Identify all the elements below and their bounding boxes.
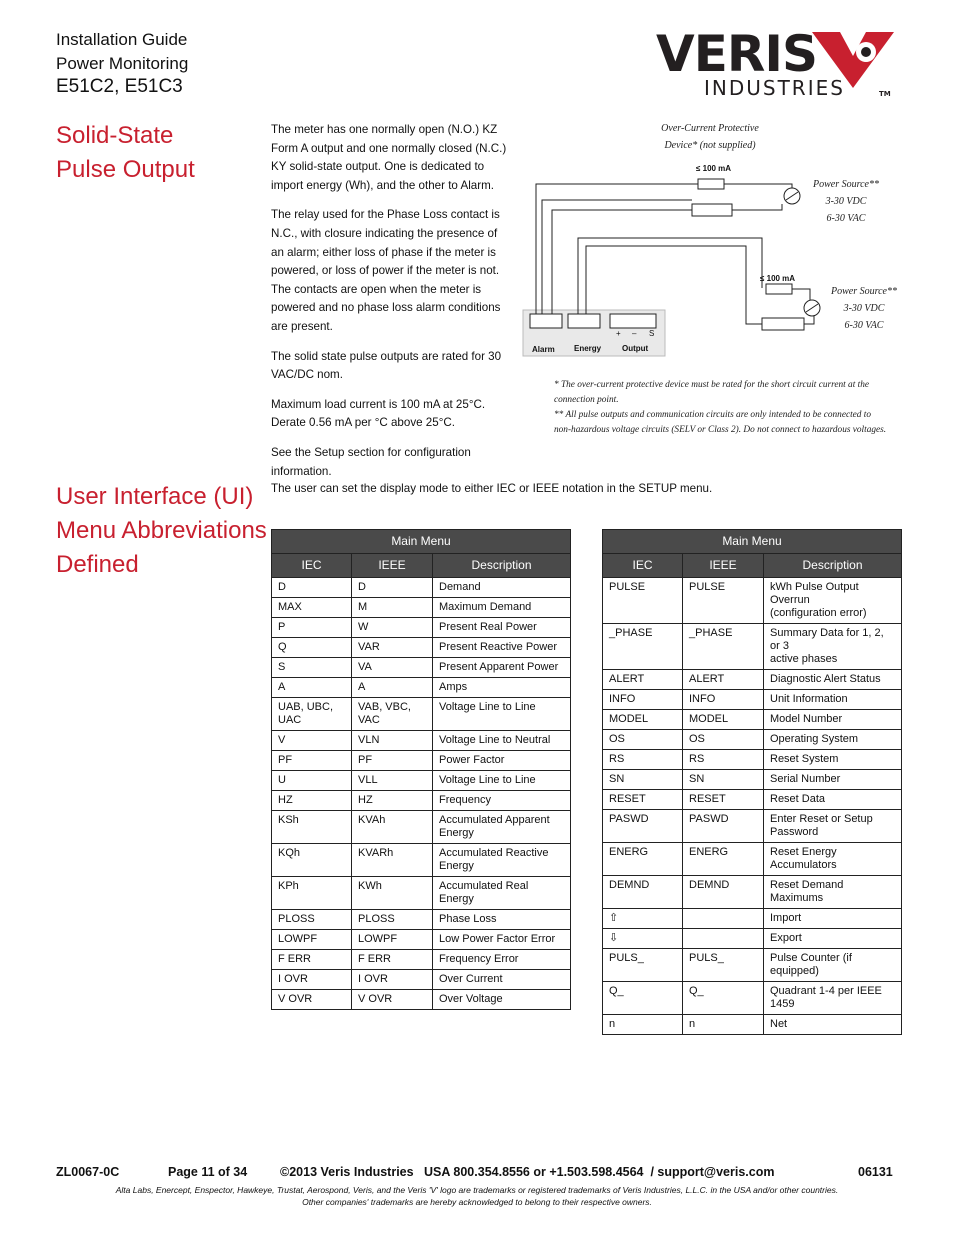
logo-wordmark: VERIS [656,25,817,83]
section-title-line: Pulse Output [56,156,195,183]
cell-description: Quadrant 1-4 per IEEE 1459 [764,982,902,1015]
cell-description: Unit Information [764,690,902,710]
table-row [272,598,571,618]
footer-code: 06131 [858,1165,893,1179]
diagram-notes [554,378,904,438]
table-row [272,930,571,950]
table-row [272,638,571,658]
ocpd-label-line: Device* (not supplied) [664,140,756,151]
cell-description: Frequency Error [433,950,571,970]
cell-description: Pulse Counter (if equipped) [764,949,902,982]
logo-subtitle: INDUSTRIES [704,76,845,100]
terminal-plus: + [616,329,621,338]
table-row [272,910,571,930]
cell-ieee: PULSE [683,578,764,624]
cell-iec: ENERG [603,843,683,876]
cell-iec: DEMND [603,876,683,909]
cell-iec: ⇩ [603,929,683,949]
cell-ieee: ENERG [683,843,764,876]
table-row [603,578,902,624]
cell-description: Net [764,1015,902,1035]
cell-iec: SN [603,770,683,790]
cell-iec: P [272,618,352,638]
cell-description: Voltage Line to Line [433,698,571,731]
cell-ieee: OS [683,730,764,750]
table-row [272,877,571,910]
footer-copyright: ©2013 Veris Industries USA 800.354.8556 or +1.503.598.4564 / support@veris.com [280,1165,775,1179]
section-title-ui-menu [56,480,267,582]
cell-ieee: LOWPF [352,930,433,950]
terminal-output-label: Output [622,344,649,353]
cell-iec: Q_ [603,982,683,1015]
table-row [603,770,902,790]
cell-description: Operating System [764,730,902,750]
cell-iec: OS [603,730,683,750]
cell-ieee: KVARh [352,844,433,877]
terminal-minus: – [632,329,637,338]
cell-iec: PULS_ [603,949,683,982]
cell-iec: Q [272,638,352,658]
cell-description: Over Current [433,970,571,990]
cell-description: Enter Reset or Setup Password [764,810,902,843]
power-source-line: 3-30 VDC [843,303,885,314]
veris-logo [650,26,900,104]
cell-iec: RESET [603,790,683,810]
cell-iec: KSh [272,811,352,844]
column-header-iec: IEC [603,554,683,578]
column-header-iec: IEC [272,554,352,578]
table-row [272,578,571,598]
trademark-line: Alta Labs, Enercept, Enspector, Hawkeye, Trustat, Aerospond, Veris, and the Veris 'V' logo are trademarks or registered trademarks of Veris Industries, L.L.C. in the USA and/or other countries. [115,1185,839,1195]
table-row [272,658,571,678]
table-row [603,949,902,982]
cell-ieee: VA [352,658,433,678]
section-title-pulse-output [56,119,195,187]
column-header-ieee: IEEE [352,554,433,578]
cell-ieee: RS [683,750,764,770]
cell-iec: RS [603,750,683,770]
cell-iec: ALERT [603,670,683,690]
table-row [603,670,902,690]
table-row [603,710,902,730]
cell-description: Model Number [764,710,902,730]
cell-description: Accumulated Apparent Energy [433,811,571,844]
cell-ieee: MODEL [683,710,764,730]
cell-ieee [683,929,764,949]
cell-description: Accumulated Real Energy [433,877,571,910]
power-source-line: Power Source** [830,286,897,297]
cell-ieee: PLOSS [352,910,433,930]
cell-ieee: ALERT [683,670,764,690]
table-row [603,876,902,909]
cell-iec: U [272,771,352,791]
fuse1-label: ≤ 100 mA [696,164,732,173]
cell-ieee: M [352,598,433,618]
section-title-line: Solid-State [56,122,174,149]
cell-ieee: INFO [683,690,764,710]
cell-description: Import [764,909,902,929]
paragraph: The meter has one normally open (N.O.) KZ Form A output and one normally closed (N.C.) KY solid-state output. One is dedicated to import energy (Wh), and the other to Alarm. [271,123,507,192]
cell-ieee: SN [683,770,764,790]
column-header-description: Description [764,554,902,578]
cell-ieee: PASWD [683,810,764,843]
paragraph: The relay used for the Phase Loss contact is N.C., with closure indicating the presence of an alarm; either loss of phase if the meter is powered, or loss of power if the meter is not. The contacts are open when the meter is powered and no phase loss alarm conditions are present. [271,208,501,333]
paragraph: See the Setup section for configuration information. [271,445,471,478]
cell-description: Demand [433,578,571,598]
power-source-1-label [806,176,886,227]
table-row [272,791,571,811]
cell-description: Maximum Demand [433,598,571,618]
wiring-diagram [520,118,910,448]
cell-description: Voltage Line to Line [433,771,571,791]
cell-description: Reset Data [764,790,902,810]
cell-iec: D [272,578,352,598]
power-source-line: 6-30 VAC [844,320,884,331]
cell-ieee: PULS_ [683,949,764,982]
cell-description: Export [764,929,902,949]
cell-iec: HZ [272,791,352,811]
table-row [603,730,902,750]
section-title-line: Defined [56,551,139,578]
cell-description: Voltage Line to Neutral [433,731,571,751]
column-header-ieee: IEEE [683,554,764,578]
cell-iec: n [603,1015,683,1035]
cell-ieee: VAB, VBC, VAC [352,698,433,731]
cell-iec: KPh [272,877,352,910]
cell-ieee: D [352,578,433,598]
column-header-description: Description [433,554,571,578]
cell-iec: PF [272,751,352,771]
paragraph: The solid state pulse outputs are rated for 30 VAC/DC nom. [271,349,502,382]
table-row [603,909,902,929]
cell-ieee: W [352,618,433,638]
cell-ieee: DEMND [683,876,764,909]
cell-iec: MAX [272,598,352,618]
table-row [603,624,902,670]
cell-description: Amps [433,678,571,698]
cell-ieee: F ERR [352,950,433,970]
cell-iec: V [272,731,352,751]
cell-description: Over Voltage [433,990,571,1010]
table-row [603,750,902,770]
cell-ieee: HZ [352,791,433,811]
cell-description: Reset Demand Maximums [764,876,902,909]
note-line: * The over-current protective device must be rated for the short circuit current at the [554,380,869,390]
table-row [272,751,571,771]
cell-iec: UAB, UBC, UAC [272,698,352,731]
cell-ieee: VAR [352,638,433,658]
cell-iec: A [272,678,352,698]
footer-doc-id: ZL0067-0C [56,1165,120,1179]
cell-description: Present Reactive Power [433,638,571,658]
cell-ieee: VLN [352,731,433,751]
table-title: Main Menu [603,530,902,554]
cell-ieee: I OVR [352,970,433,990]
table-row [272,771,571,791]
cell-ieee: _PHASE [683,624,764,670]
ui-menu-intro: The user can set the display mode to either IEC or IEEE notation in the SETUP menu. [271,482,713,495]
model-numbers: E51C2, E51C3 [56,76,183,97]
cell-description: kWh Pulse Output Overrun (configuration error) [764,578,902,624]
table-row [603,982,902,1015]
note-line: connection point. [554,395,619,405]
main-menu-table-1 [271,529,571,1010]
doc-type: Installation Guide [56,30,188,49]
power-source-2-label [824,283,904,334]
cell-description: Reset Energy Accumulators [764,843,902,876]
note-line: ** All pulse outputs and communication circuits are only intended to be connected to [554,410,871,420]
cell-description: Serial Number [764,770,902,790]
table-row [272,698,571,731]
table-row [272,811,571,844]
doc-subject: Power Monitoring [56,54,189,73]
cell-ieee: PF [352,751,433,771]
cell-description: Diagnostic Alert Status [764,670,902,690]
cell-iec: INFO [603,690,683,710]
cell-iec: PLOSS [272,910,352,930]
cell-ieee: V OVR [352,990,433,1010]
cell-ieee [683,909,764,929]
power-source-line: Power Source** [812,179,879,190]
cell-description: Present Real Power [433,618,571,638]
table-row [603,1015,902,1035]
table-row [603,843,902,876]
cell-description: Frequency [433,791,571,811]
cell-ieee: KWh [352,877,433,910]
table-row [603,929,902,949]
cell-description: Low Power Factor Error [433,930,571,950]
ocpd-label-line: Over-Current Protective [661,123,759,134]
cell-ieee: Q_ [683,982,764,1015]
pulse-output-text [271,121,511,492]
note-line: non-hazardous voltage circuits (SELV or Class 2). Do not connect to hazardous voltages. [554,425,887,435]
main-menu-table-2 [602,529,902,1035]
power-source-line: 6-30 VAC [826,213,866,224]
power-source-line: 3-30 VDC [825,196,867,207]
logo-trademark: TM [879,90,891,98]
cell-ieee: n [683,1015,764,1035]
trademark-line: Other companies' trademarks are hereby acknowledged to belong to their respective owners. [302,1197,652,1207]
cell-ieee: RESET [683,790,764,810]
fuse2-label: ≤ 100 mA [760,274,796,283]
table-row [272,844,571,877]
footer-trademarks [60,1184,894,1208]
cell-iec: V OVR [272,990,352,1010]
cell-ieee: KVAh [352,811,433,844]
terminal-energy-label: Energy [574,344,602,353]
table-row [272,731,571,751]
cell-description: Accumulated Reactive Energy [433,844,571,877]
terminal-s: S [649,329,655,338]
cell-iec: I OVR [272,970,352,990]
table-row [272,678,571,698]
table-row [272,950,571,970]
cell-iec: KQh [272,844,352,877]
cell-iec: LOWPF [272,930,352,950]
cell-description: Reset System [764,750,902,770]
table-row [272,990,571,1010]
cell-ieee: A [352,678,433,698]
table-row [603,690,902,710]
terminal-alarm-label: Alarm [532,345,555,354]
cell-iec: MODEL [603,710,683,730]
table-row [603,790,902,810]
cell-ieee: VLL [352,771,433,791]
cell-iec: F ERR [272,950,352,970]
cell-iec: PULSE [603,578,683,624]
paragraph: Maximum load current is 100 mA at 25°C. Derate 0.56 mA per °C above 25°C. [271,397,486,430]
cell-description: Power Factor [433,751,571,771]
section-title-line: Menu Abbreviations [56,517,267,544]
section-title-line: User Interface (UI) [56,483,254,510]
table-row [272,970,571,990]
cell-description: Phase Loss [433,910,571,930]
table-row [603,810,902,843]
cell-iec: _PHASE [603,624,683,670]
table-title: Main Menu [272,530,571,554]
cell-description: Summary Data for 1, 2, or 3 active phases [764,624,902,670]
cell-description: Present Apparent Power [433,658,571,678]
cell-iec: ⇧ [603,909,683,929]
footer-page-number: Page 11 of 34 [168,1165,248,1179]
cell-iec: PASWD [603,810,683,843]
table-row [272,618,571,638]
cell-iec: S [272,658,352,678]
